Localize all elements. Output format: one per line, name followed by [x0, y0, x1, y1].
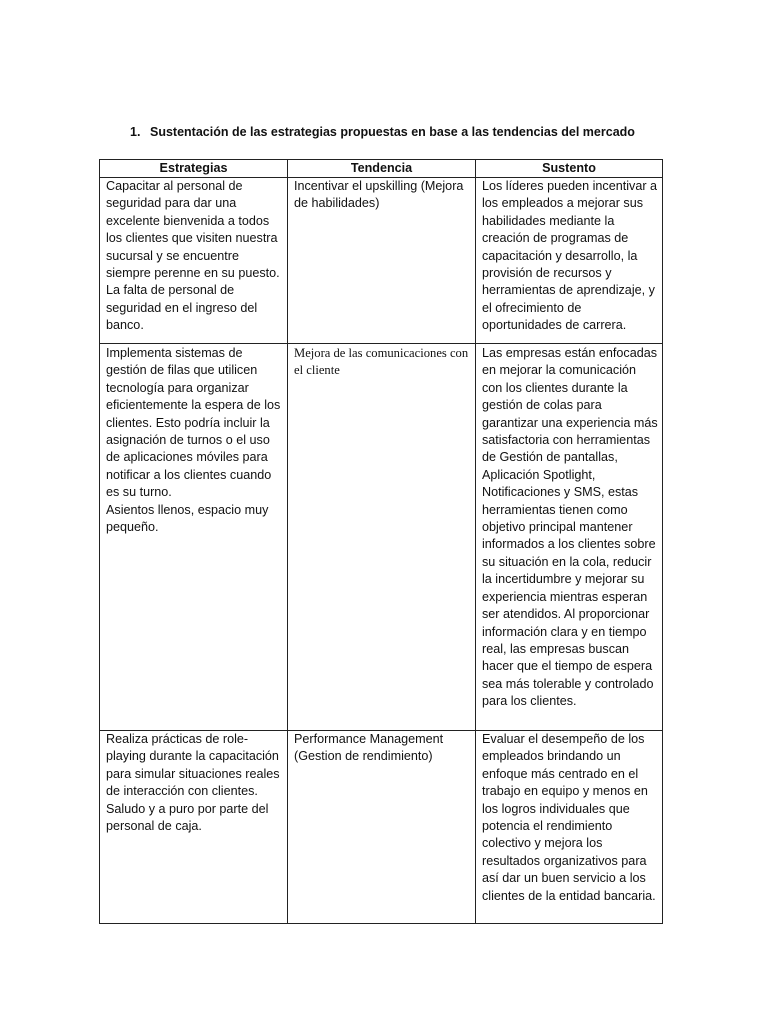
estrategia-note: Saludo y a puro por parte del personal de caja. [106, 801, 269, 834]
table-header-row [100, 160, 663, 178]
sustento-cell: Evaluar el desempeño de los empleados brindando un enfoque más centrado en el trabajo en equipo y menos en los logros individuales que potencia el rendimiento colectivo y mejora los resultados organizativos para así dar un buen servicio a los clientes de la entidad bancaria. [476, 731, 663, 924]
section-number: 1. [130, 125, 141, 139]
table-row [100, 731, 663, 924]
section-heading [130, 123, 635, 141]
tendencia-cell: Performance Management (Gestion de rendimiento) [288, 731, 476, 924]
tendencia-cell: Incentivar el upskilling (Mejora de habilidades) [288, 178, 476, 344]
section-title: Sustentación de las estrategias propuestas en base a las tendencias del mercado [150, 125, 635, 139]
estrategia-cell [100, 344, 288, 731]
table-row [100, 178, 663, 344]
column-header-sustento: Sustento [476, 160, 663, 178]
tendencia-cell: Mejora de las comunicaciones con el cliente [288, 344, 476, 731]
table-row [100, 344, 663, 731]
estrategia-text: Realiza prácticas de role-playing durante la capacitación para simular situaciones reales de interacción con clientes. [106, 732, 280, 799]
estrategia-note: Asientos llenos, espacio muy pequeño. [106, 502, 269, 535]
sustento-cell: Los líderes pueden incentivar a los empleados a mejorar sus habilidades mediante la creación de programas de capacitación y desarrollo, la provisión de recursos y herramientas de aprendizaje, y el ofrecimiento de oportunidades de carrera. [476, 178, 663, 344]
sustento-cell: Las empresas están enfocadas en mejorar la comunicación con los clientes durante la gestión de colas para garantizar una experiencia más satisfactoria con herramientas de Gestión de pantallas, Aplicación Spotlight, Notificaciones y SMS, estas herramientas tienen como objetivo principal mantener informados a los clientes sobre su situación en la cola, reducir la incertidumbre y mejorar su experiencia mientras esperan ser atendidos. Al proporcionar información clara y en tiempo real, las empresas buscan hacer que el tiempo de espera sea más tolerable y controlado para los clientes. [476, 344, 663, 731]
column-header-estrategias: Estrategias [100, 160, 288, 178]
estrategia-cell [100, 731, 288, 924]
estrategia-text: Capacitar al personal de seguridad para dar una excelente bienvenida a todos los clientes que visiten nuestra sucursal y se encuentre siempre perenne en su puesto. La falta de personal de seguridad en el ingreso del banco. [106, 179, 280, 333]
estrategia-cell [100, 178, 288, 344]
strategies-table [99, 159, 663, 924]
column-header-tendencia: Tendencia [288, 160, 476, 178]
estrategia-text: Implementa sistemas de gestión de filas que utilicen tecnología para organizar eficientemente la espera de los clientes. Esto podría incluir la asignación de turnos o el uso de aplicaciones móviles para notificar a los clientes cuando es su turno. [106, 346, 281, 500]
